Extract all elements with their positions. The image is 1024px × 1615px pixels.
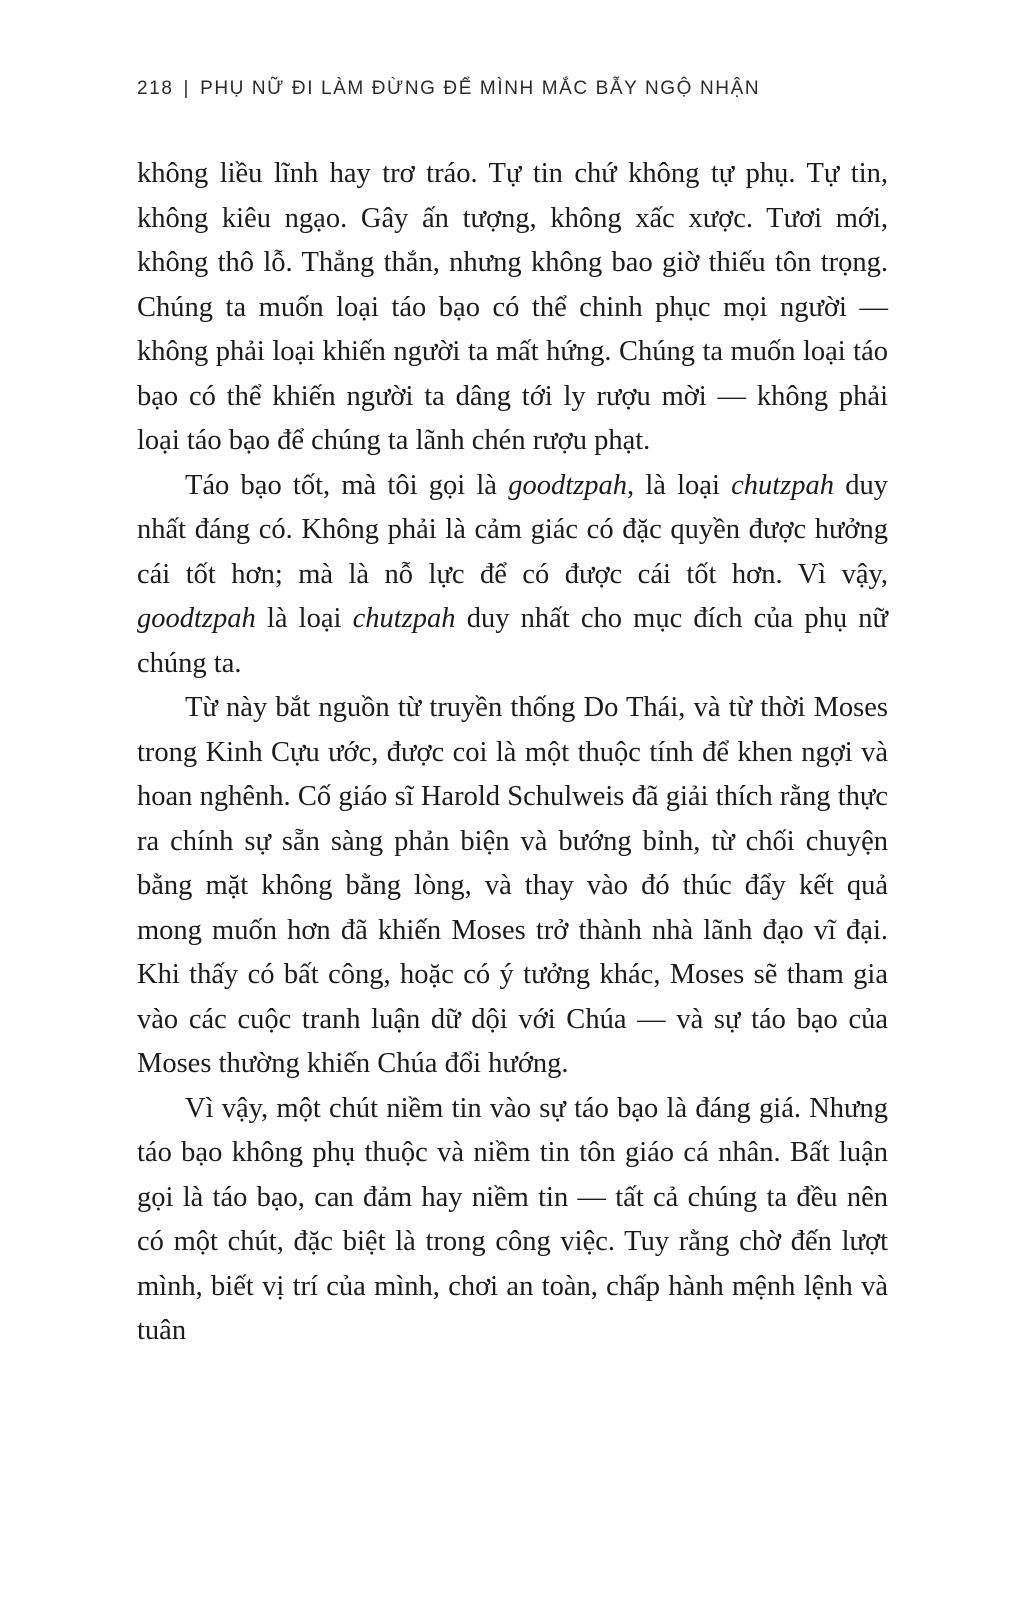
text-run: Vì vậy, một chút niềm tin vào sự táo bạo là đáng giá. Nhưng táo bạo không phụ thuộc và niềm tin tôn giáo cá nhân. Bất luận gọi là táo bạo, can đảm hay niềm tin — tất cả chúng ta đều nên có một chút, đặc biệt là trong công việc. Tuy rằng chờ đến lượt mình, biết vị trí của mình, chơi an toàn, chấp hành mệnh lệnh và tuân — [137, 1092, 888, 1346]
paragraph — [137, 464, 888, 687]
text-run: Từ này bắt nguồn từ truyền thống Do Thái, và từ thời Moses trong Kinh Cựu ước, được coi là một thuộc tính để khen ngợi và hoan nghênh. Cố giáo sĩ Harold Schulweis đã giải thích rằng thực ra chính sự sẵn sàng phản biện và bướng bỉnh, từ chối chuyện bằng mặt không bằng lòng, và thay vào đó thúc đẩy kết quả mong muốn hơn đã khiến Moses trở thành nhà lãnh đạo vĩ đại. Khi thấy có bất công, hoặc có ý tưởng khác, Moses sẽ tham gia vào các cuộc tranh luận dữ dội với Chúa — và sự táo bạo của Moses thường khiến Chúa đổi hướng. — [137, 692, 888, 1079]
text-run: Táo bạo tốt, mà tôi gọi là — [185, 469, 509, 501]
paragraph — [137, 1087, 888, 1354]
body-text — [137, 152, 888, 1354]
running-header — [137, 78, 888, 100]
text-run: là loại — [255, 603, 353, 634]
header-separator: | — [183, 78, 191, 99]
text-run: duy nhất cho mục đích của phụ nữ chúng ta. — [137, 603, 888, 679]
page-number: 218 — [137, 78, 174, 99]
paragraph — [137, 686, 888, 1087]
italic-term: goodtzpah — [508, 469, 627, 501]
chapter-title: PHỤ NỮ ĐI LÀM ĐỪNG ĐỂ MÌNH MẮC BẪY NGỘ NHẬN — [200, 78, 761, 99]
italic-term: goodtzpah — [137, 603, 256, 634]
text-run: , là loại — [626, 469, 732, 501]
italic-term: chutzpah — [731, 469, 835, 501]
italic-term: chutzpah — [352, 603, 456, 634]
text-run: không liều lĩnh hay trơ tráo. Tự tin chứ không tự phụ. Tự tin, không kiêu ngạo. Gây ấn tượng, không xấc xược. Tươi mới, không thô lỗ. Thẳng thắn, nhưng không bao giờ thiếu tôn trọng. Chúng ta muốn loại táo bạo có thể chinh phục mọi người — không phải loại khiến người ta mất hứng. Chúng ta muốn loại táo bạo có thể khiến người ta dâng tới ly rượu mời — không phải loại táo bạo để chúng ta lãnh chén rượu phạt. — [137, 158, 888, 456]
text-run: duy nhất đáng có. Không phải là cảm giác có đặc quyền được hưởng cái tốt hơn; mà là nỗ lực để có được cái tốt hơn. Vì vậy, — [137, 469, 889, 590]
paragraph — [137, 152, 888, 464]
